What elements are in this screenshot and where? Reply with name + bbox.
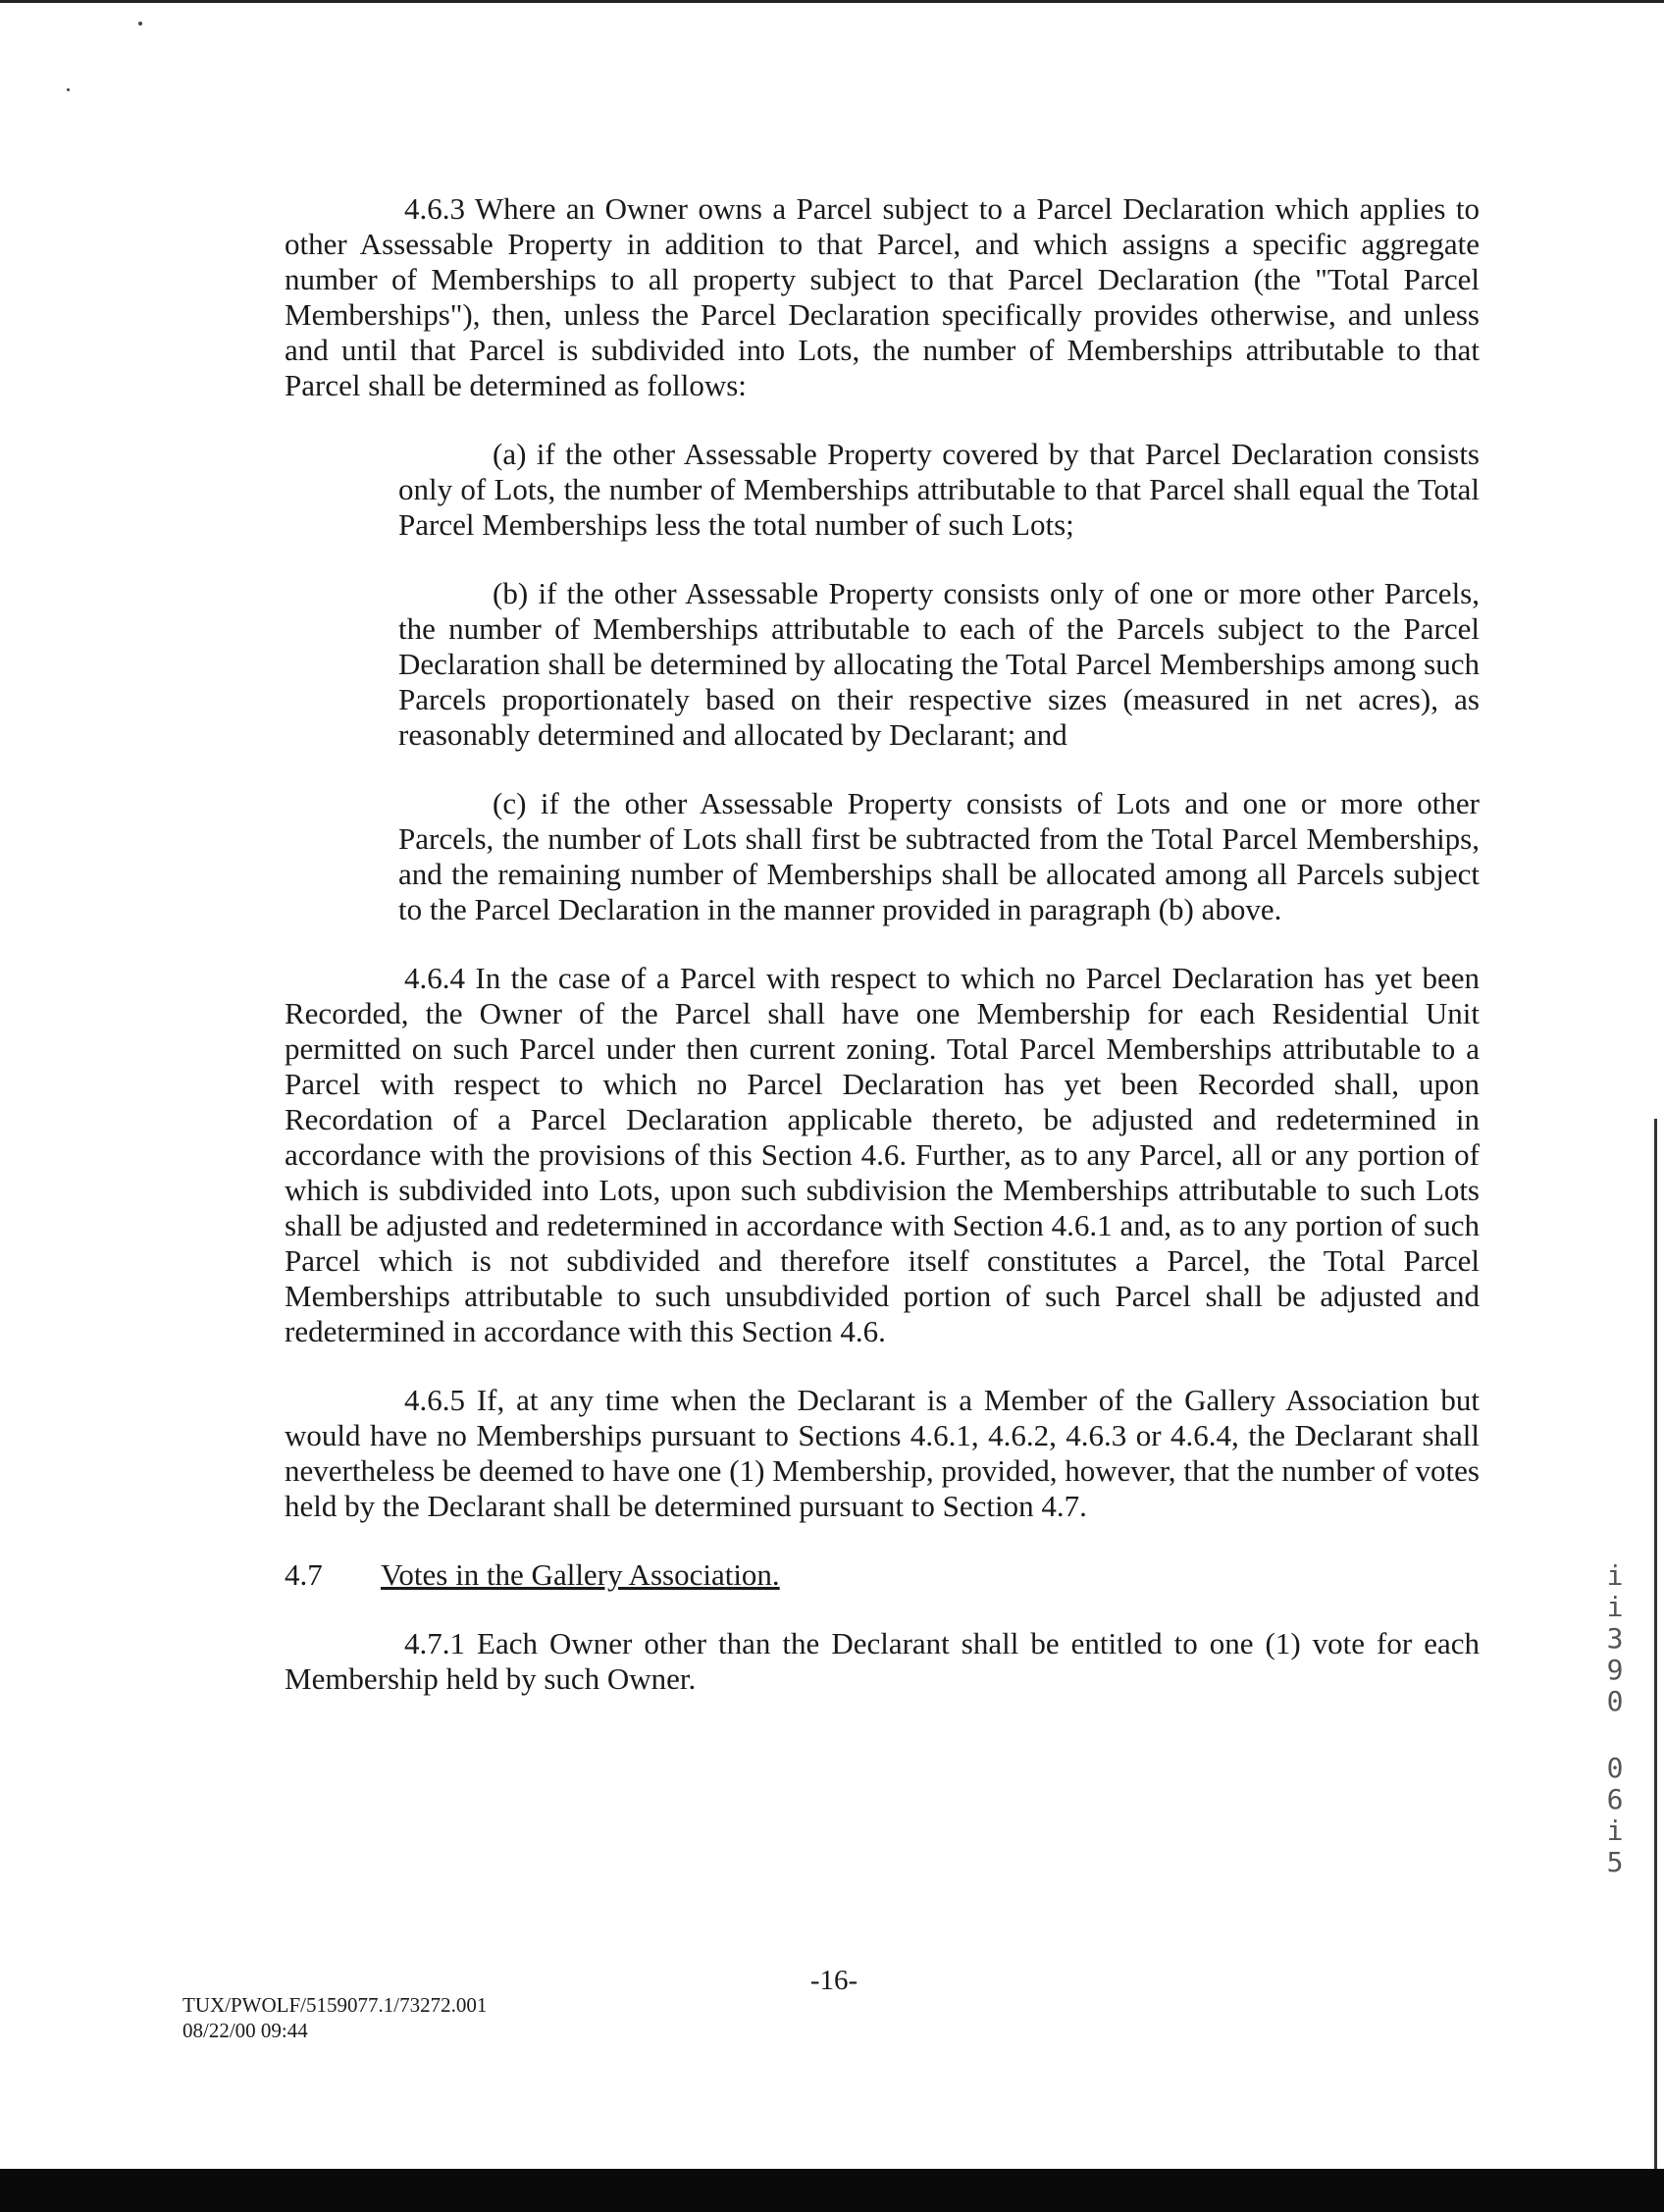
paragraph-4-6-3: 4.6.3 Where an Owner owns a Parcel subject to a Parcel Declaration which applies to other Assessable Property in addition to that Parcel, and which assigns a specific aggregate number of Memberships to all property subject to that Parcel Declaration (the "Total Parcel Memberships"), then, unless the Parcel Declaration specifically provides otherwise, and unless and until that Parcel is subdivided into Lots, the number of Memberships attributable to that Parcel shall be determined as follows:: [285, 191, 1480, 402]
bates-char: 5: [1606, 1846, 1624, 1878]
subparagraph-a: (a) if the other Assessable Property covered by that Parcel Declaration consists only of Lots, the number of Memberships attributable to that Parcel shall equal the Total Parcel Memberships less the total number of such Lots;: [398, 437, 1480, 542]
bates-char: i: [1606, 1591, 1624, 1623]
bates-char: 0: [1606, 1685, 1624, 1717]
section-heading-4-7: [285, 1557, 1480, 1593]
paragraph-4-6-4: 4.6.4 In the case of a Parcel with respect to which no Parcel Declaration has yet been Recorded, the Owner of the Parcel shall have one Membership for each Residential Unit permitted on such Parcel under then current zoning. Total Parcel Memberships attributable to a Parcel with respect to which no Parcel Declaration has yet been Recorded shall, upon Recordation of a Parcel Declaration applicable thereto, be adjusted and redetermined in accordance with the provisions of this Section 4.6. Further, as to any Parcel, all or any portion of which is subdivided into Lots, upon such subdivision the Memberships attributable to such Lots shall be adjusted and redetermined in accordance with Section 4.6.1 and, as to any portion of such Parcel which is not subdivided and therefore itself constitutes a Parcel, the Total Parcel Memberships attributable to such unsubdivided portion of such Parcel shall be adjusted and redetermined in accordance with this Section 4.6.: [285, 961, 1480, 1348]
bates-char: 9: [1606, 1654, 1624, 1686]
section-title: Votes in the Gallery Association.: [381, 1557, 780, 1592]
bates-gap: [1601, 1717, 1629, 1753]
bates-char: 3: [1606, 1622, 1624, 1655]
paragraph-4-7-1: 4.7.1 Each Owner other than the Declarant shall be entitled to one (1) vote for each Membership held by such Owner.: [285, 1626, 1480, 1696]
bates-char: 0: [1606, 1752, 1624, 1784]
paragraph-4-6-5: 4.6.5 If, at any time when the Declarant is a Member of the Gallery Association but would have no Memberships pursuant to Sections 4.6.1, 4.6.2, 4.6.3 or 4.6.4, the Declarant shall nevertheless be deemed to have one (1) Membership, provided, however, that the number of votes held by the Declarant shall be determined pursuant to Section 4.7.: [285, 1383, 1480, 1523]
page-number: -16-: [809, 1965, 858, 1996]
bates-char: 6: [1606, 1783, 1624, 1816]
scan-speck: [138, 22, 142, 26]
footer: [182, 1992, 487, 2043]
subparagraph-b: (b) if the other Assessable Property consists only of one or more other Parcels, the number of Memberships attributable to each of the Parcels subject to the Parcel Declaration shall be determined by allocating the Total Parcel Memberships among such Parcels proportionately based on their respective sizes (measured in net acres), as reasonably determined and allocated by Declarant; and: [398, 576, 1480, 752]
scan-bottom-bar: [0, 2169, 1664, 2212]
scan-speck: [67, 88, 70, 91]
scan-right-edge: [1654, 1119, 1657, 2169]
footer-timestamp: 08/22/00 09:44: [182, 2019, 308, 2042]
bates-char: i: [1606, 1559, 1624, 1592]
document-body: [285, 191, 1480, 1697]
section-number: 4.7: [285, 1557, 323, 1592]
subparagraph-c: (c) if the other Assessable Property consists of Lots and one or more other Parcels, the number of Lots shall first be subtracted from the Total Parcel Memberships, and the remaining number of Memberships shall be allocated among all Parcels subject to the Parcel Declaration in the manner provided in paragraph (b) above.: [398, 786, 1480, 926]
scan-top-edge: [0, 0, 1664, 3]
bates-stamp: [1601, 1560, 1629, 1878]
footer-doc-id: TUX/PWOLF/5159077.1/73272.001: [182, 1993, 488, 2017]
bates-char: i: [1606, 1815, 1624, 1847]
